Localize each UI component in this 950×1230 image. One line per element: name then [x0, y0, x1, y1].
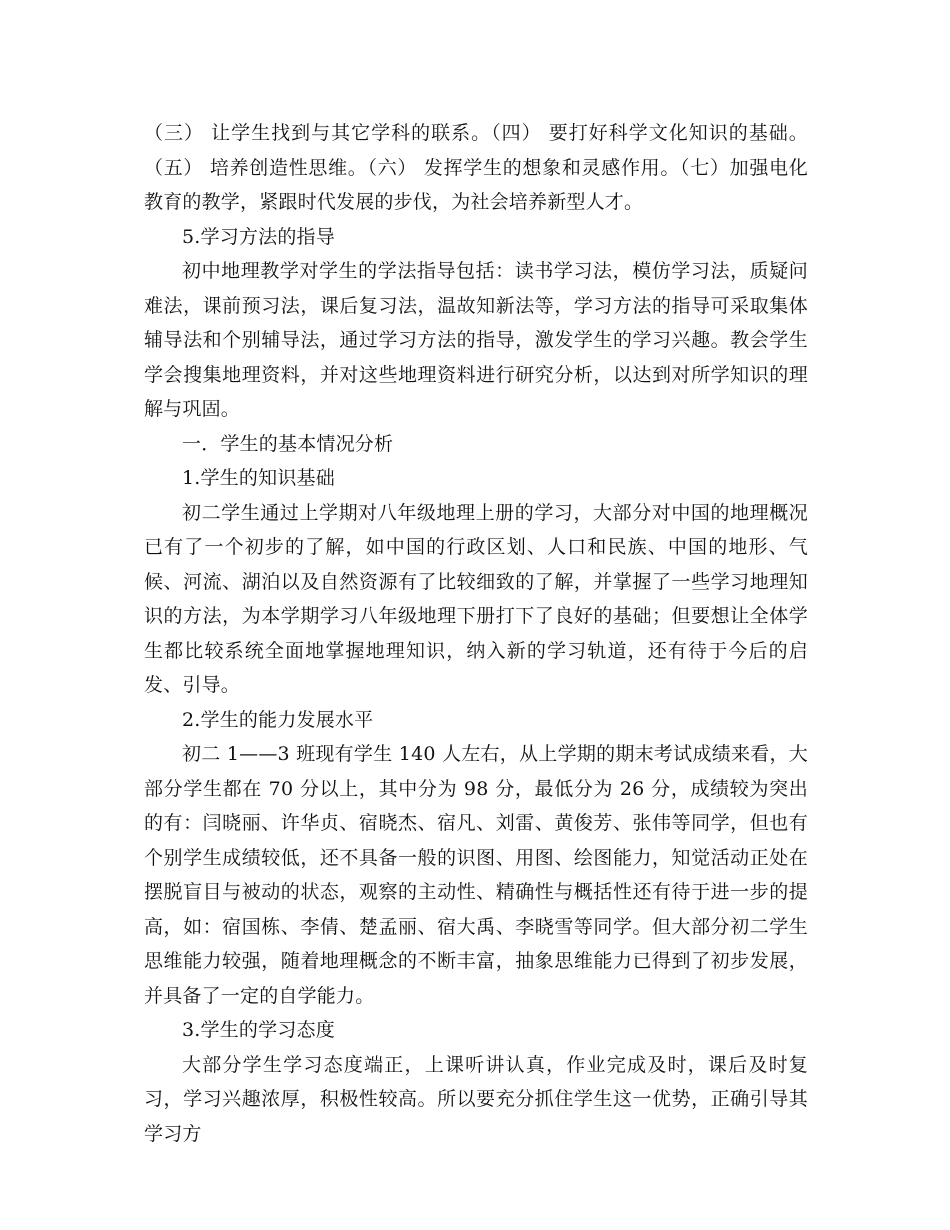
paragraph-learning-attitude: 大部分学生学习态度端正，上课听讲认真，作业完成及时，课后及时复习，学习兴趣浓厚，积极性较高。所以要充分抓住学生这一优势，正确引导其学习方	[144, 1053, 808, 1145]
paragraph-goals-list: （三） 让学生找到与其它学科的联系。（四） 要打好科学文化知识的基础。（五） 培养创造性思维。（六） 发挥学生的想象和灵感作用。（七）加强电化教育的教学，紧跟时代发展的步伐，为社会培养新型人才。	[144, 122, 808, 213]
document-page	[144, 116, 808, 1151]
heading-ability-level: 2.学生的能力发展水平	[182, 708, 374, 731]
paragraph-knowledge-base: 初二学生通过上学期对八年级地理上册的学习，大部分对中国的地理概况已有了一个初步的了解，如中国的行政区划、人口和民族、中国的地形、气候、河流、湖泊以及自然资源有了比较细致的了解，并掌握了一些学习地理知识的方法，为本学期学习八年级地理下册打下了良好的基础；但要想让全体学生都比较系统全面地掌握地理知识，纳入新的学习轨道，还有待于今后的启发、引导。	[144, 501, 808, 696]
heading-learning-attitude: 3.学生的学习态度	[182, 1019, 335, 1041]
heading-study-method-guidance: 5.学习方法的指导	[182, 225, 335, 248]
paragraph-study-methods: 初中地理教学对学生的学法指导包括：读书学习法，模仿学习法，质疑问难法，课前预习法，课后复习法，温故知新法等，学习方法的指导可采取集体辅导法和个别辅导法，通过学习方法的指导，激发学生的学习兴趣。教会学生学会搜集地理资料，并对这些地理资料进行研究分析，以达到对所学知识的理解与巩固。	[144, 260, 808, 420]
heading-knowledge-base: 1.学生的知识基础	[182, 467, 335, 489]
heading-student-analysis: 一．学生的基本情况分析	[182, 432, 394, 455]
paragraph-ability-level: 初二 1——3 班现有学生 140 人左右，从上学期的期末考试成绩来看，大部分学生都在 70 分以上，其中分为 98 分，最低分为 26 分，成绩较为突出的有：闫晓丽、许华贞、宿晓杰、宿凡、刘雷、黄俊芳、张伟等同学，但也有个别学生成绩较低，还不具备一般的识图、用图、绘图能力，知觉活动正处在摆脱盲目与被动的状态，观察的主动性、精确性与概括性还有待于进一步的提高，如：宿国栋、李倩、楚孟丽、宿大禹、李晓雪等同学。但大部分初二学生思维能力较强，随着地理概念的不断丰富，抽象思维能力已得到了初步发展，并具备了一定的自学能力。	[144, 743, 808, 1007]
